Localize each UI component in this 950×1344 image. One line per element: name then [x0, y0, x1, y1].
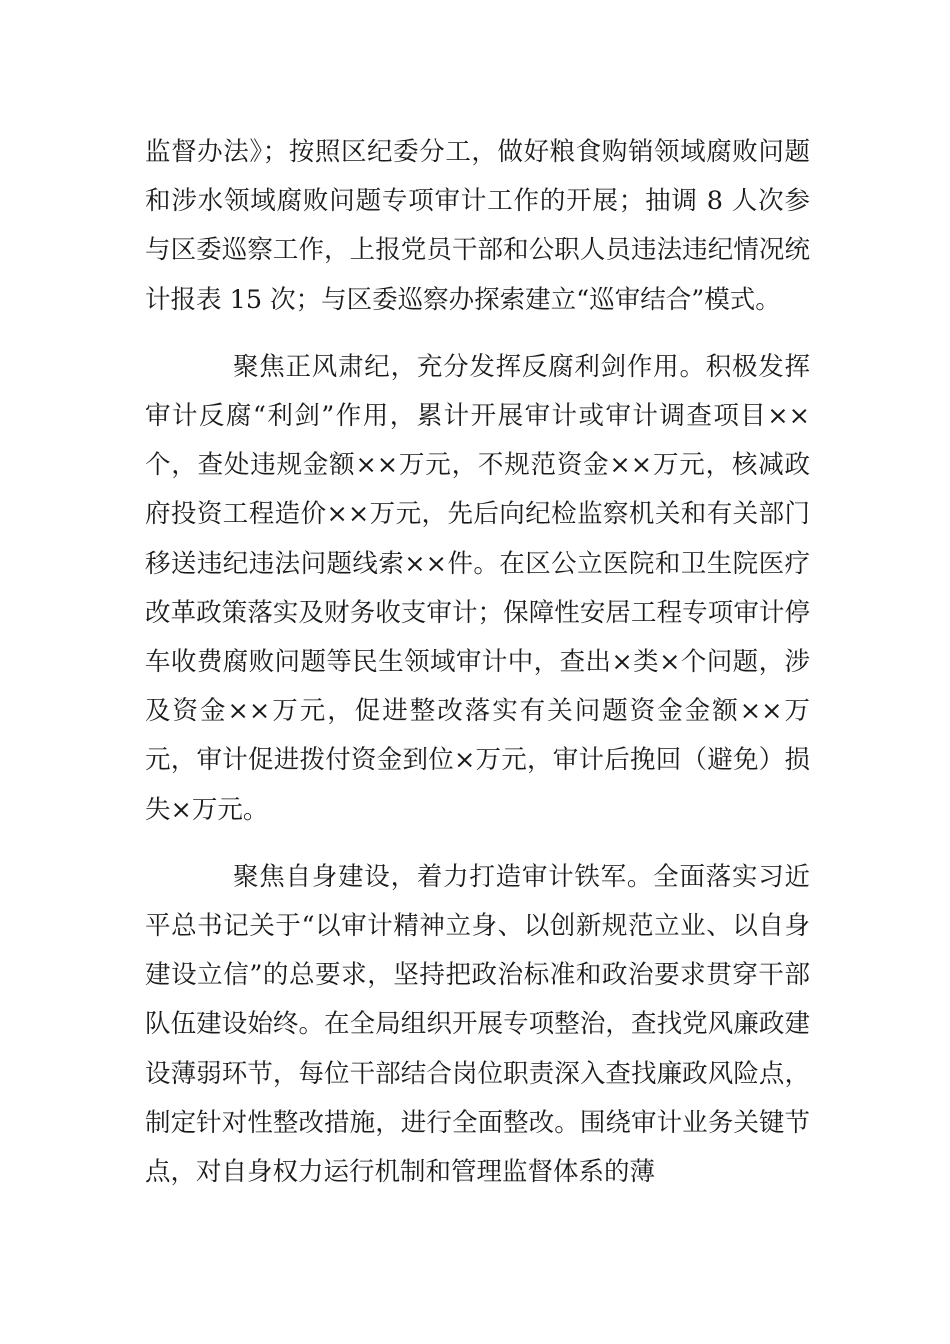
document-body [145, 128, 810, 1215]
paragraph-anti-corruption: 聚焦正风肃纪，充分发挥反腐利剑作用。积极发挥审计反腐“利剑”作用，累计开展审计或审计调查项目××个，查处违规金额××万元，不规范资金××万元，核减政府投资工程造价××万元，先后向纪检监察机关和有关部门移送违纪违法问题线索××件。在区公立医院和卫生院医疗改革政策落实及财务收支审计；保障性安居工程专项审计停车收费腐败问题等民生领域审计中，查出×类×个问题，涉及资金××万元，促进整改落实有关问题资金金额××万元，审计促进拨付资金到位×万元，审计后挽回（避免）损失×万元。 [145, 351, 810, 825]
paragraph-continuation: 监督办法》；按照区纪委分工，做好粮食购销领域腐败问题和涉水领域腐败问题专项审计工作的开展；抽调 8 人次参与区委巡察工作，上报党员干部和公职人员违法违纪情况统计报表 15 次；与区委巡察办探索建立“巡审结合”模式。 [145, 137, 810, 315]
paragraph-self-building: 聚焦自身建设，着力打造审计铁军。全面落实习近平总书记关于“以审计精神立身、以创新规范立业、以自身建设立信”的总要求，坚持把政治标准和政治要求贯穿干部队伍建设始终。在全局组织开展专项整治，查找党风廉政建设薄弱环节，每位干部结合岗位职责深入查找廉政风险点，制定针对性整改措施，进行全面整改。围绕审计业务关键节点，对自身权力运行机制和管理监督体系的薄 [145, 861, 810, 1188]
